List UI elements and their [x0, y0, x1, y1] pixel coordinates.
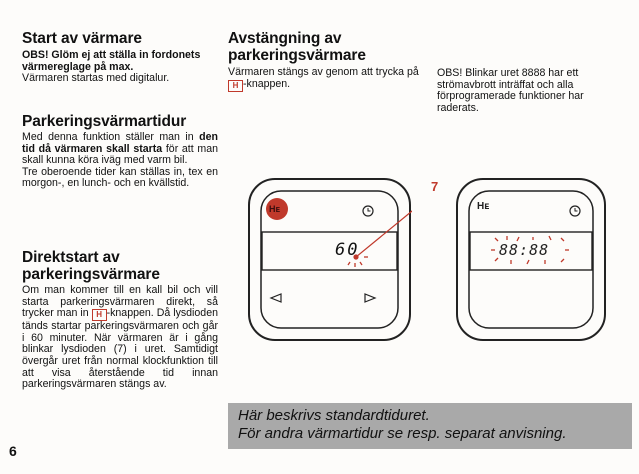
section-parking-timer	[22, 113, 218, 190]
shutdown-text-b: -knappen.	[243, 77, 291, 90]
shutdown-text	[228, 67, 423, 92]
timer-clock-running	[247, 177, 412, 342]
heading-shutdown: Avstängning av parkeringsvärmare	[228, 30, 366, 64]
standard-timer-note	[228, 403, 632, 449]
heading-start: Start av värmare	[22, 30, 142, 47]
clock-display-value: 60	[335, 240, 360, 260]
shutdown-text-a: Värmaren stängs av genom att trycka på	[228, 66, 419, 78]
heading-direct-start: Direktstart av parkeringsvärmare	[22, 249, 160, 283]
timer-clock-power-failure	[455, 177, 607, 342]
parking-text-c: Tre oberoende tider kan ställas in, tex en morgon-, en lunch- och en kvällstid.	[22, 165, 218, 190]
clock-icon	[363, 206, 373, 216]
section-power-note	[437, 68, 627, 114]
parking-text-bold: den tid då värmaren skall starta	[22, 131, 218, 155]
clock-icon	[570, 206, 580, 216]
timer-clock-drawing	[247, 177, 412, 342]
page-number: 6	[9, 443, 17, 459]
parking-text-b: för att man skall kunna köra iväg med varm bil.	[22, 142, 218, 167]
heater-button-icon: H	[92, 309, 107, 321]
callout-number: 7	[431, 179, 439, 194]
start-text: Värmaren startas med digitalur.	[22, 72, 170, 85]
heater-button-icon: H	[228, 80, 243, 92]
direct-text-b: -knappen. Då lysdioden tänds startar parkeringsvärmaren och går i 60 minuter. När värmaren är i gång blinkar lysdioden (7) i uret. Samtidigt övergår uret från normal klockfunktion till att visa återstående tid innan parkeringsvärmaren stängs av.	[22, 307, 218, 391]
direct-text-a: Om man kommer till en kall bil och vill starta parkeringsvärmaren direkt, så trycker man in	[22, 284, 218, 320]
section-start	[22, 30, 218, 85]
note-line-1: Här beskrivs standardtiduret.	[238, 407, 430, 424]
direct-text	[22, 285, 218, 391]
parking-text	[22, 132, 218, 167]
start-warning: OBS! Glöm ej att ställa in fordonets värmereglage på max.	[22, 49, 201, 73]
heater-button-label: Hᴇ	[269, 204, 281, 214]
arrow-right-icon	[365, 294, 375, 302]
clock-display-value: 88:88	[499, 241, 550, 259]
section-shutdown	[228, 30, 423, 92]
power-failure-note: OBS! Blinkar uret 8888 har ett strömavbrott inträffat och alla förprogramerade funktioner har raderats.	[437, 67, 584, 114]
arrow-left-icon	[271, 294, 281, 302]
parking-text-a: Med denna funktion ställer man in	[22, 131, 194, 143]
heading-parking-timer: Parkeringsvärmartidur	[22, 113, 187, 130]
note-line-2: För andra värmartidur se resp. separat anvisning.	[238, 425, 567, 442]
heater-button-label: Hᴇ	[477, 201, 490, 212]
section-direct-start	[22, 249, 218, 391]
